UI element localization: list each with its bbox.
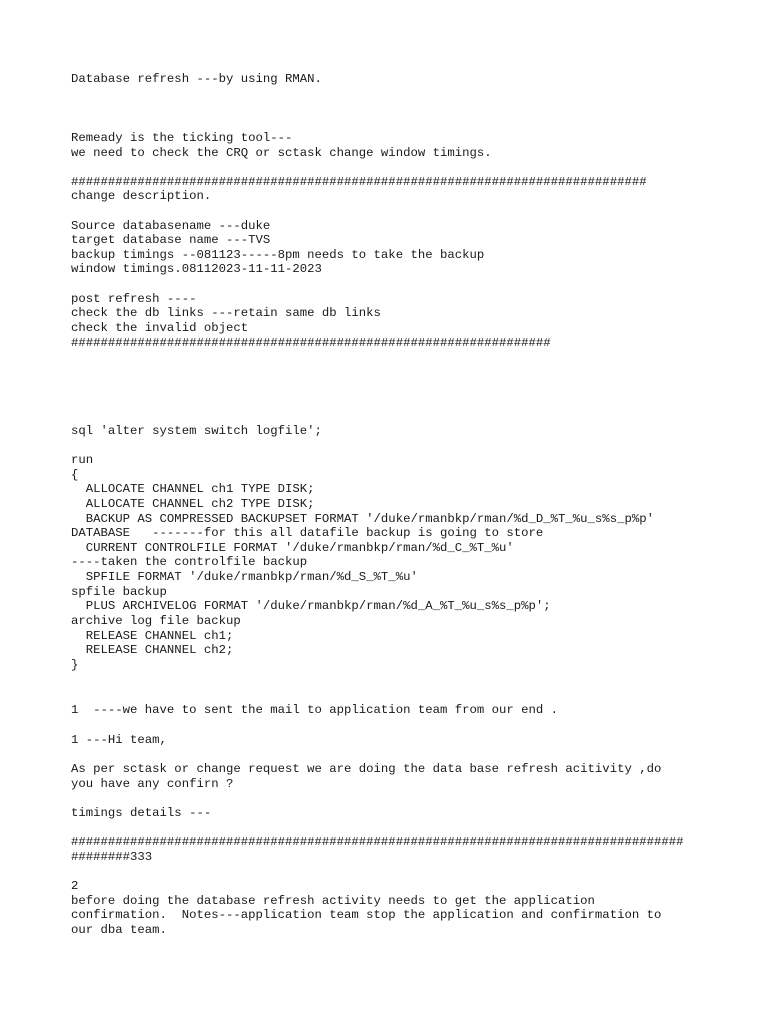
code-line: ALLOCATE CHANNEL ch1 TYPE DISK; <box>71 482 315 496</box>
text-line: check the invalid object <box>71 321 249 335</box>
text-line: target database name ---TVS <box>71 233 271 247</box>
doc-title: Database refresh ---by using RMAN. <box>71 72 322 86</box>
code-line: } <box>71 658 79 672</box>
text-line: we need to check the CRQ or sctask change window timings. <box>71 146 492 160</box>
text-line: window timings.08112023-11-11-2023 <box>71 262 322 276</box>
code-line: PLUS ARCHIVELOG FORMAT '/duke/rmanbkp/rman/%d_A_%T_%u_s%s_p%p'; <box>71 599 551 613</box>
code-line: ----taken the controlfile backup <box>71 555 308 569</box>
text-line: 1 ---Hi team, <box>71 733 167 747</box>
hash-separator: ################################################################# <box>71 336 551 350</box>
code-line: archive log file backup <box>71 614 241 628</box>
code-line: ALLOCATE CHANNEL ch2 TYPE DISK; <box>71 497 315 511</box>
text-line: timings details --- <box>71 806 212 820</box>
text-line: 2 <box>71 879 79 893</box>
code-line: RELEASE CHANNEL ch2; <box>71 643 234 657</box>
code-line: RELEASE CHANNEL ch1; <box>71 629 234 643</box>
code-line: run <box>71 453 94 467</box>
code-line: { <box>71 468 79 482</box>
code-line: spfile backup <box>71 585 167 599</box>
code-line: BACKUP AS COMPRESSED BACKUPSET FORMAT '/duke/rmanbkp/rman/%d_D_%T_%u_s%s_p%p' <box>71 512 654 526</box>
hash-separator: ################################################################################### <box>71 835 684 849</box>
text-line: post refresh ---- <box>71 292 197 306</box>
code-line: CURRENT CONTROLFILE FORMAT '/duke/rmanbkp/rman/%d_C_%T_%u' <box>71 541 514 555</box>
text-line: 1 ----we have to sent the mail to application team from our end . <box>71 703 559 717</box>
text-line: change description. <box>71 189 212 203</box>
text-line: As per sctask or change request we are doing the data base refresh acitivity ,do <box>71 762 662 776</box>
text-line: backup timings --081123-----8pm needs to take the backup <box>71 248 485 262</box>
text-line: before doing the database refresh activity needs to get the application <box>71 894 595 908</box>
text-line: you have any confirn ? <box>71 777 234 791</box>
code-line: DATABASE -------for this all datafile backup is going to store <box>71 526 544 540</box>
code-line: sql 'alter system switch logfile'; <box>71 424 322 438</box>
text-line: check the db links ---retain same db links <box>71 306 381 320</box>
text-line: our dba team. <box>71 923 167 937</box>
hash-separator: ############################################################################## <box>71 175 647 189</box>
text-line: Source databasename ---duke <box>71 219 271 233</box>
hash-separator: ########333 <box>71 850 153 864</box>
text-line: confirmation. Notes---application team stop the application and confirmation to <box>71 908 662 922</box>
code-line: SPFILE FORMAT '/duke/rmanbkp/rman/%d_S_%T_%u' <box>71 570 418 584</box>
text-line: Remeady is the ticking tool--- <box>71 131 293 145</box>
